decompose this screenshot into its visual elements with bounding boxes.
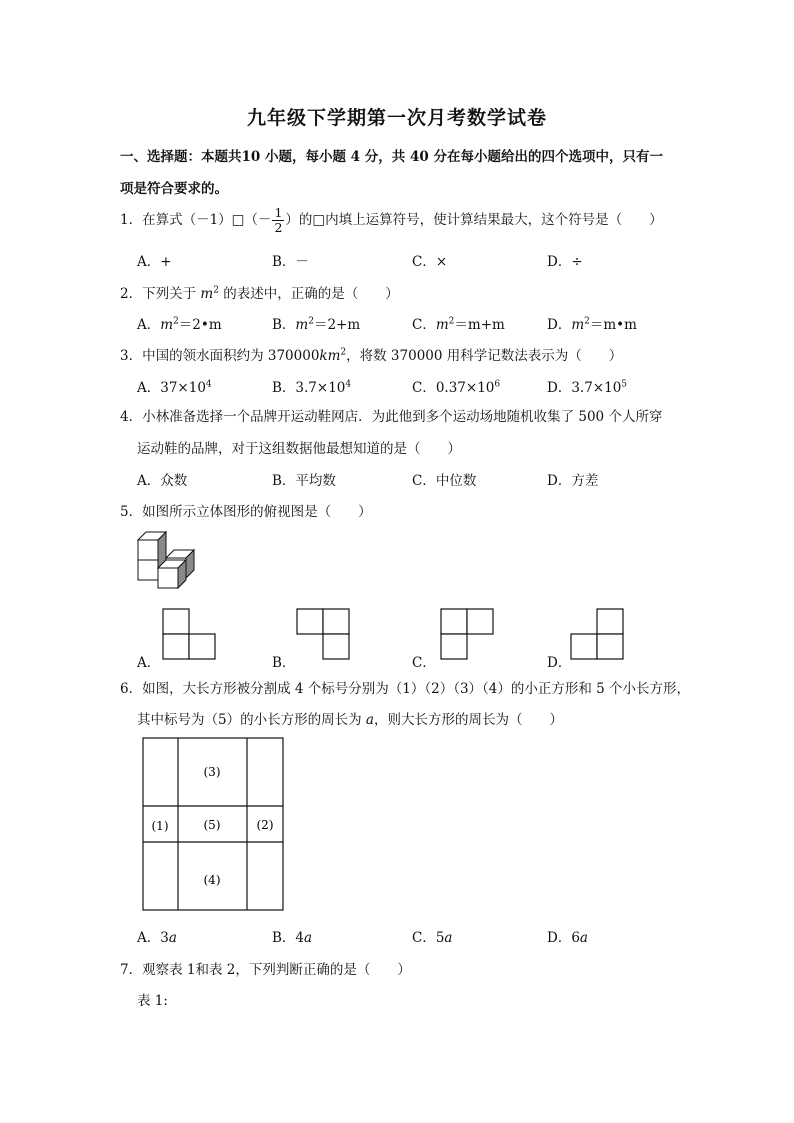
option-base: m xyxy=(295,317,309,333)
q1-option-b[interactable]: B．－ xyxy=(272,254,309,270)
option-base: m xyxy=(435,317,449,333)
option-label: D． xyxy=(547,317,572,333)
q4-option-c[interactable]: C．中位数 xyxy=(412,473,477,489)
option-label: B． xyxy=(272,317,296,333)
option-exponent: 4 xyxy=(205,379,212,390)
exam-title: 九年级下学期第一次月考数学试卷 xyxy=(246,107,547,129)
option-exponent: 2 xyxy=(584,316,590,327)
option-base: C．0.37×10 xyxy=(412,380,495,396)
q2-option-b[interactable] xyxy=(272,313,360,333)
option-rest: ＝2•m xyxy=(178,317,222,333)
option-exponent: 2 xyxy=(308,316,314,327)
option-variable: a xyxy=(304,930,313,946)
q5-option-d[interactable]: D． xyxy=(547,655,572,671)
question-6-line2-pre: 其中标号为（5）的小长方形的周长为 xyxy=(137,712,366,728)
option-label: B．4 xyxy=(272,930,305,946)
question-1-pre: 1．在算式（－1）□（－ xyxy=(120,212,272,228)
solid-figure-isometric xyxy=(130,528,210,596)
section-header-line1: 一、选择题：本题共10 小题，每小题 4 分，共 40 分在每小题给出的四个选项中，只有一 xyxy=(120,149,663,165)
label-5: (5) xyxy=(203,818,221,832)
question-3-post: ，将数 370000 用科学记数法表示为（ ） xyxy=(346,348,623,364)
fraction-numerator: 1 xyxy=(274,205,283,220)
label-2: (2) xyxy=(256,818,274,832)
option-exponent: 5 xyxy=(621,379,628,390)
variable-m: m xyxy=(200,286,214,302)
question-4-line2: 运动鞋的品牌，对于这组数据他最想知道的是（ ） xyxy=(137,441,461,457)
question-3-pre: 3．中国的领水面积约为 370000 xyxy=(120,348,320,364)
label-3: (3) xyxy=(203,765,221,779)
q6-option-c[interactable] xyxy=(412,926,452,946)
q3-option-d[interactable] xyxy=(547,376,627,396)
section-header-line2: 项是符合要求的。 xyxy=(120,181,228,197)
option-exponent: 6 xyxy=(494,379,501,390)
q3-option-a[interactable] xyxy=(137,376,212,396)
option-rest: ＝2+m xyxy=(313,317,361,333)
q5-option-a[interactable]: A． xyxy=(137,655,161,671)
option-base: A．37×10 xyxy=(137,380,206,396)
question-4-line1: 4．小林准备选择一个品牌开运动鞋网店．为此他到多个运动场地随机收集了 500 个人所穿 xyxy=(120,409,663,425)
q6-option-d[interactable] xyxy=(547,926,588,946)
q2-option-d[interactable] xyxy=(547,313,637,333)
q4-option-d[interactable]: D．方差 xyxy=(547,473,599,489)
question-1-post: ）的□内填上运算符号，使计算结果最大，这个符号是（ ） xyxy=(285,212,663,228)
option-rest: ＝m+m xyxy=(454,317,505,333)
table-1-label: 表 1: xyxy=(137,993,168,1009)
label-4: (4) xyxy=(203,873,221,887)
option-label: A． xyxy=(137,317,161,333)
label-1: (1) xyxy=(151,819,169,833)
option-variable: a xyxy=(579,930,588,946)
exponent: 2 xyxy=(213,285,219,296)
fraction xyxy=(272,206,284,235)
option-variable: a xyxy=(168,930,177,946)
q1-option-d[interactable]: D．÷ xyxy=(547,254,583,270)
question-2-post: 的表述中，正确的是（ ） xyxy=(218,286,399,302)
option-exponent: 2 xyxy=(173,316,179,327)
option-base: D．3.7×10 xyxy=(547,380,622,396)
option-rest: ＝m•m xyxy=(589,317,637,333)
option-label: C． xyxy=(412,317,436,333)
question-5: 5．如图所示立体图形的俯视图是（ ） xyxy=(120,504,372,520)
question-2 xyxy=(120,282,399,302)
option-exponent: 2 xyxy=(448,316,455,327)
q5-option-c[interactable]: C． xyxy=(412,655,436,671)
q4-option-a[interactable]: A．众数 xyxy=(137,473,188,489)
q5-option-b[interactable]: B． xyxy=(272,655,296,671)
q2-option-c[interactable] xyxy=(412,313,505,333)
q4-option-b[interactable]: B．平均数 xyxy=(272,473,336,489)
option-variable: a xyxy=(444,930,453,946)
variable-a: a xyxy=(365,712,374,728)
question-6-line2 xyxy=(137,708,563,728)
fraction-denominator: 2 xyxy=(274,220,283,235)
question-1 xyxy=(120,206,663,235)
q5-option-b-figure xyxy=(296,608,350,660)
question-2-pre: 2．下列关于 xyxy=(120,286,201,302)
q5-option-d-figure xyxy=(570,608,624,660)
q1-option-c[interactable]: C．× xyxy=(412,254,448,270)
question-6-line1: 6．如图，大长方形被分割成 4 个标号分别为（1）（2）（3）（4）的小正方形和 5 个小长方形， xyxy=(120,681,691,697)
q6-option-b[interactable] xyxy=(272,926,312,946)
q2-option-a[interactable] xyxy=(137,313,222,333)
rectangle-partition-figure xyxy=(142,737,285,912)
q3-option-c[interactable] xyxy=(412,376,500,396)
question-7: 7．观察表 1和表 2，下列判断正确的是（ ） xyxy=(120,962,411,978)
option-label: D．6 xyxy=(547,930,580,946)
unit-km: km xyxy=(319,348,341,364)
q6-option-a[interactable] xyxy=(137,926,177,946)
option-exponent: 4 xyxy=(345,379,352,390)
option-label: C．5 xyxy=(412,930,445,946)
option-label: A．3 xyxy=(137,930,169,946)
option-base: m xyxy=(160,317,174,333)
q3-option-b[interactable] xyxy=(272,376,351,396)
q5-option-c-figure xyxy=(440,608,494,660)
option-base: m xyxy=(571,317,585,333)
exponent: 2 xyxy=(340,347,347,358)
option-base: B．3.7×10 xyxy=(272,380,346,396)
q5-option-a-figure xyxy=(162,608,216,660)
question-6-line2-post: ，则大长方形的周长为（ ） xyxy=(373,712,563,728)
q1-option-a[interactable]: A．+ xyxy=(137,254,172,270)
question-3 xyxy=(120,344,622,364)
